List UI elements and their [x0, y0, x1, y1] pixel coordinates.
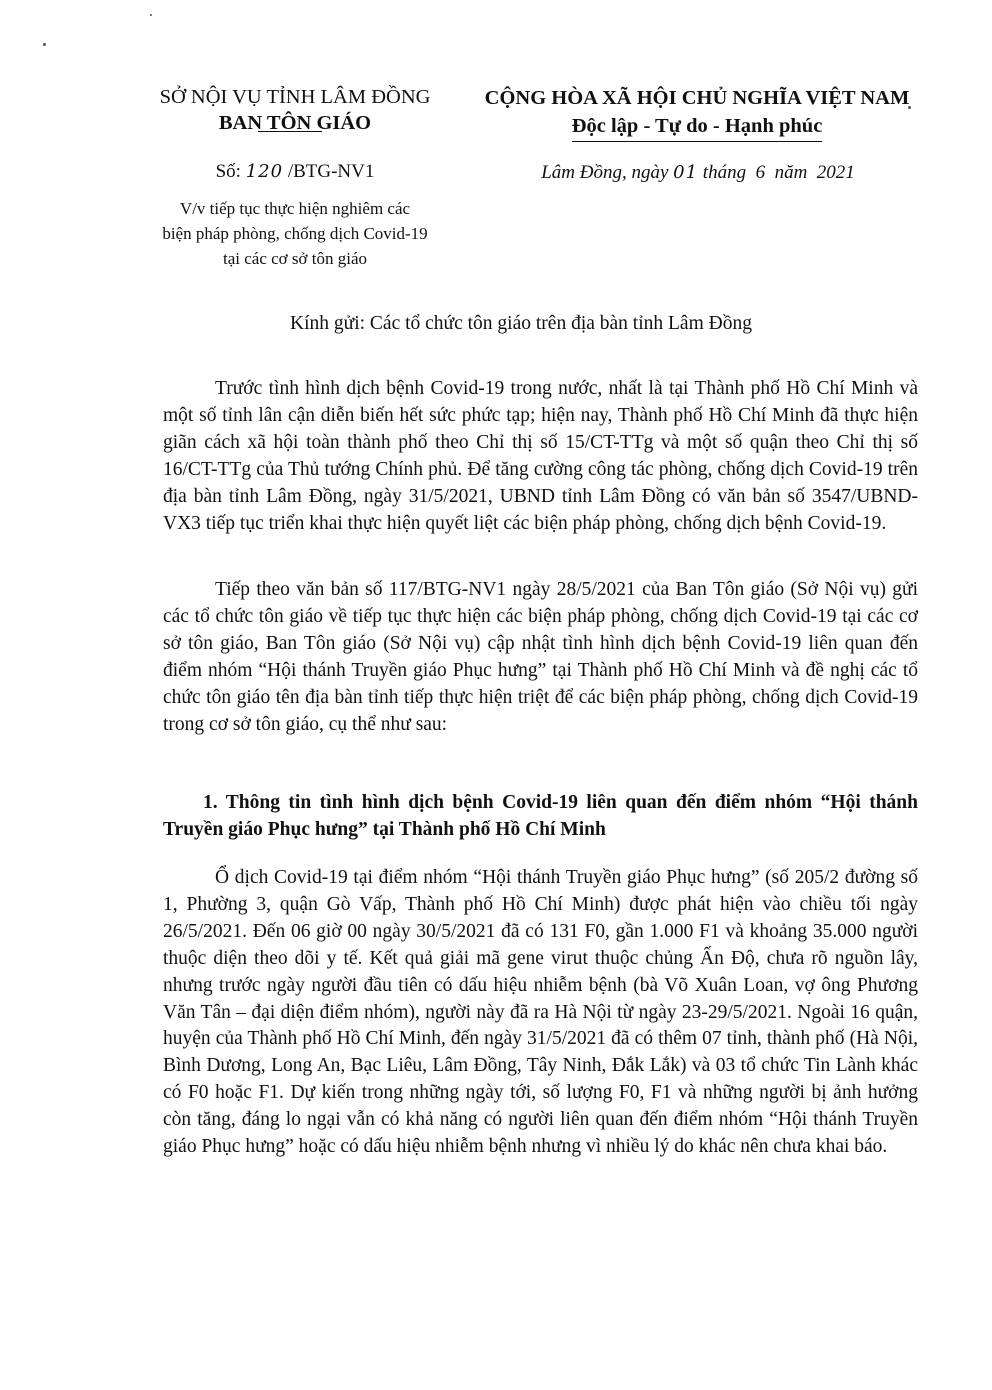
subject-line: V/v tiếp tục thực hiện nghiêm các	[179, 199, 411, 218]
scan-speck	[43, 43, 46, 46]
section-1-heading: 1. Thông tin tình hình dịch bệnh Covid-19 liên quan đến điểm nhóm “Hội thánh Truyền giáo Phục hưng” tại Thành phố Hồ Chí Minh	[163, 792, 918, 840]
subject-line: tại các cơ sở tôn giáo	[222, 249, 367, 268]
subject-line: biện pháp phòng, chống dịch Covid-19	[162, 224, 428, 243]
scan-speck	[150, 14, 152, 16]
date-place: Lâm Đồng, ngày	[541, 162, 669, 183]
doc-number-suffix: /BTG-NV1	[287, 161, 375, 182]
document-number	[130, 161, 460, 183]
nation-motto: Độc lập - Tự do - Hạnh phúc	[572, 112, 823, 142]
doc-number-prefix: Số:	[215, 161, 241, 182]
date-line	[468, 162, 928, 184]
date-day-handwritten: 01	[673, 162, 699, 183]
doc-number-handwritten: 120	[245, 161, 284, 182]
agency-block	[130, 84, 460, 136]
agency-underline	[258, 131, 322, 132]
paragraph-1: Trước tình hình dịch bệnh Covid-19 trong nước, nhất là tại Thành phố Hồ Chí Minh và một số tỉnh lân cận diễn biến hết sức phức tạp; hiện nay, Thành phố Hồ Chí Minh đã thực hiện giãn cách xã hội toàn thành phố theo Chỉ thị số 15/CT-TTg và một số quận theo Chỉ thị số 16/CT-TTg của Thủ tướng Chính phủ. Để tăng cường công tác phòng, chống dịch Covid-19 trên địa bàn tỉnh Lâm Đồng, ngày 31/5/2021, UBND tỉnh Lâm Đồng có văn bản số 3547/UBND-VX3 tiếp tục triển khai thực hiện quyết liệt các biện pháp phòng, chống dịch bệnh Covid-19.	[163, 378, 918, 534]
paragraph-3: Ổ dịch Covid-19 tại điểm nhóm “Hội thánh Truyền giáo Phục hưng” (số 205/2 đường số 1, Phường 3, quận Gò Vấp, Thành phố Hồ Chí Minh) được phát hiện vào chiều tối ngày 26/5/2021. Đến 06 giờ 00 ngày 30/5/2021 đã có 131 F0, gần 1.000 F1 và khoảng 35.000 người thuộc diện theo dõi y tế. Kết quả giải mã gene virut thuộc chủng Ấn Độ, chưa rõ nguồn lây, nhưng trước ngày người đầu tiên có dấu hiệu nhiễm bệnh (bà Võ Xuân Loan, vợ ông Phương Văn Tân – đại diện điểm nhóm), người này đã ra Hà Nội từ ngày 23-29/5/2021. Ngoài 16 quận, huyện của Thành phố Hồ Chí Minh, đến ngày 31/5/2021 đã có thêm 07 tỉnh, thành phố (Hà Nội, Bình Dương, Long An, Bạc Liêu, Lâm Đồng, Tây Ninh, Đắk Lắk) và 03 tổ chức Tin Lành khác có F0 hoặc F1. Dự kiến trong những ngày tới, số lượng F0, F1 và những người bị ảnh hưởng còn tăng, đáng lo ngại vẫn có khả năng có người liên quan đến điểm nhóm “Hội thánh Truyền giáo Phục hưng” hoặc có dấu hiệu nhiễm bệnh nhưng vì nhiều lý do khác nên chưa khai báo.	[163, 867, 918, 1158]
subject-block	[130, 196, 460, 271]
agency-department: BAN TÔN GIÁO	[218, 112, 372, 134]
paragraph-2: Tiếp theo văn bản số 117/BTG-NV1 ngày 28/5/2021 của Ban Tôn giáo (Sở Nội vụ) gửi các tổ chức tôn giáo về tiếp tục thực hiện các biện pháp phòng, chống dịch Covid-19 tại các cơ sở tôn giáo, Ban Tôn giáo (Sở Nội vụ) cập nhật tình hình dịch bệnh Covid-19 liên quan đến điểm nhóm “Hội thánh Truyền giáo Phục hưng” tại Thành phố Hồ Chí Minh và đề nghị các tổ chức tôn giáo tên địa bàn tỉnh tiếp thực hiện triệt để các biện pháp phòng, chống dịch Covid-19 trong cơ sở tôn giáo, cụ thể như sau:	[163, 579, 918, 735]
nation-name: CỘNG HÒA XÃ HỘI CHỦ NGHĨA VIỆT NAM	[484, 87, 910, 109]
agency-name: SỞ NỘI VỤ TỈNH LÂM ĐỒNG	[159, 86, 431, 108]
date-month-year: tháng 6 năm 2021	[702, 162, 855, 183]
recipient-line: Kính gửi: Các tổ chức tôn giáo trên địa bàn tỉnh Lâm Đồng	[290, 313, 752, 334]
national-heading	[462, 84, 932, 142]
